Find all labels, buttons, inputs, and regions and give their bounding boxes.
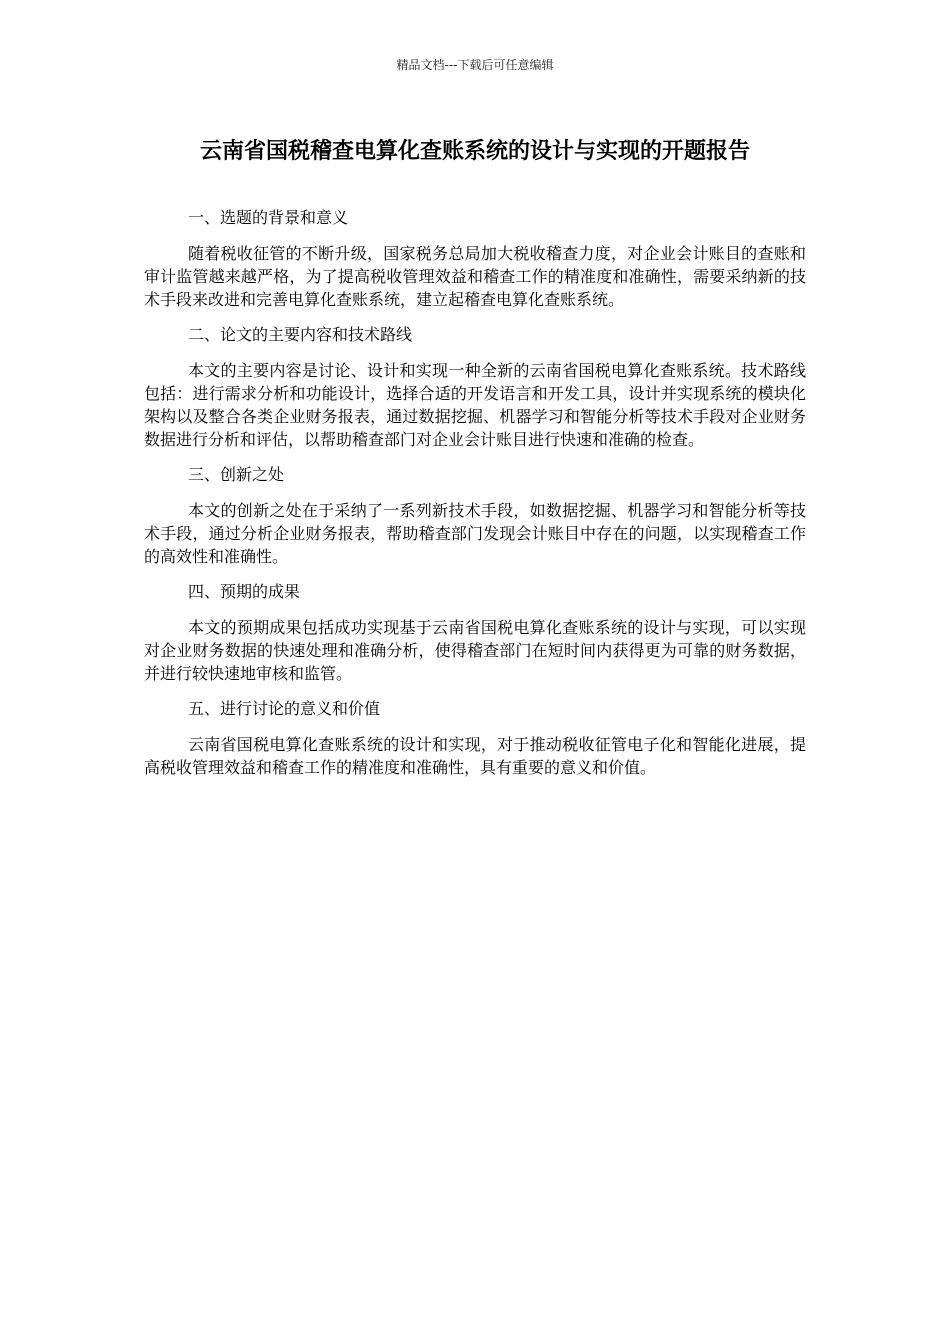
section-heading-3: 三、创新之处 [188,465,285,484]
section-paragraph-1: 随着税收征管的不断升级，国家税务总局加大税收稽查力度，对企业会计账目的查账和审计监管越来越严格，为了提高税收管理效益和稽查工作的精准度和准确性，需要采纳新的技术手段来改进和完善电算化查账系统，建立起稽查电算化查账系统。 [144,244,806,309]
section-paragraph-4: 本文的预期成果包括成功实现基于云南省国税电算化查账系统的设计与实现，可以实现对企业财务数据的快速处理和准确分析，使得稽查部门在短时间内获得更为可靠的财务数据，并进行较快速地审核和监管。 [144,618,806,683]
section-heading-5: 五、进行讨论的意义和价值 [188,699,381,718]
document-title: 云南省国税稽查电算化查账系统的设计与实现的开题报告 [199,139,750,164]
section-heading-1: 一、选题的背景和意义 [188,208,349,227]
header-note: 精品文档---下载后可任意编辑 [396,58,554,72]
section-heading-2: 二、论文的主要内容和技术路线 [188,325,413,344]
section-paragraph-2: 本文的主要内容是讨论、设计和实现一种全新的云南省国税电算化查账系统。技术路线包括：进行需求分析和功能设计，选择合适的开发语言和开发工具，设计并实现系统的模块化架构以及整合各类企业财务报表，通过数据挖掘、机器学习和智能分析等技术手段对企业财务数据进行分析和评估，以帮助稽查部门对企业会计账目进行快速和准确的检查。 [144,361,806,449]
document-body [144,206,806,791]
section-paragraph-3: 本文的创新之处在于采纳了一系列新技术手段，如数据挖掘、机器学习和智能分析等技术手段，通过分析企业财务报表，帮助稽查部门发现会计账目中存在的问题，以实现稽查工作的高效性和准确性。 [144,501,806,566]
section-heading-4: 四、预期的成果 [188,582,301,601]
section-paragraph-5: 云南省国税电算化查账系统的设计和实现，对于推动税收征管电子化和智能化进展，提高税收管理效益和稽查工作的精准度和准确性，具有重要的意义和价值。 [144,735,806,777]
